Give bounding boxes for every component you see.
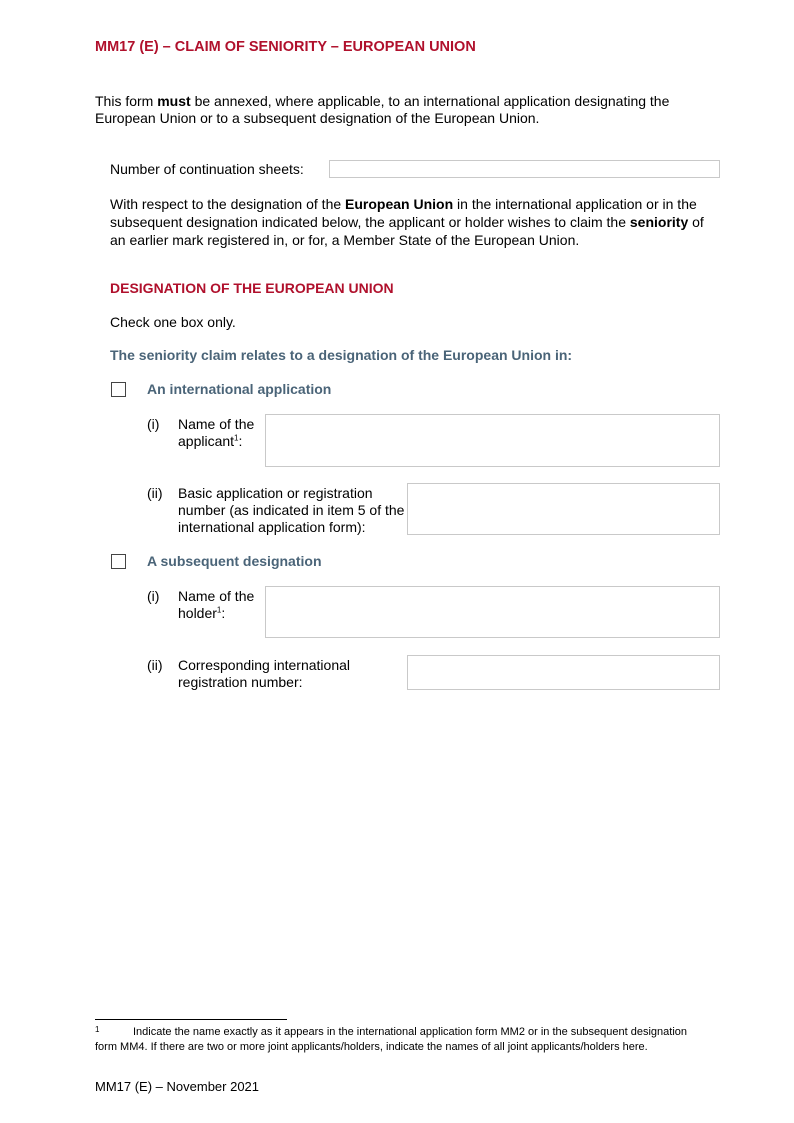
holder-name-label-text: Name of the holder bbox=[178, 588, 255, 621]
footnote-separator bbox=[95, 1019, 287, 1020]
international-application-checkbox[interactable] bbox=[111, 382, 126, 397]
statement-part: of an earlier mark registered in, or for, a Member State of the European Union. bbox=[110, 214, 704, 248]
label-colon: : bbox=[238, 433, 243, 449]
statement-emphasis: European Union bbox=[345, 196, 454, 212]
international-registration-number-label: Corresponding international registration number: bbox=[178, 657, 350, 690]
international-registration-number-field[interactable] bbox=[407, 655, 720, 690]
statement-part: With respect to the designation of the bbox=[110, 196, 346, 212]
statement-part: in the international application or in the subsequent designation indicated below, the applicant or holder wishes to claim the bbox=[110, 196, 697, 230]
footnote-number: 1 bbox=[95, 1025, 100, 1034]
basic-application-number-label: Basic application or registration number (as indicated in item 5 of the international application form): bbox=[178, 485, 405, 535]
statement-emphasis: seniority bbox=[629, 214, 689, 230]
footnote-ref: 1 bbox=[216, 605, 222, 615]
continuation-sheets-label: Number of continuation sheets: bbox=[110, 161, 304, 177]
subsequent-designation-label: A subsequent designation bbox=[147, 553, 322, 569]
section-heading: DESIGNATION OF THE EUROPEAN UNION bbox=[110, 280, 394, 296]
item-number: (ii) bbox=[147, 657, 163, 673]
item-number: (i) bbox=[147, 416, 160, 432]
intro-emphasis: must bbox=[157, 93, 191, 109]
basic-application-number-field[interactable] bbox=[407, 483, 720, 535]
seniority-relates-heading: The seniority claim relates to a designation of the European Union in: bbox=[110, 347, 573, 363]
subsequent-designation-checkbox[interactable] bbox=[111, 554, 126, 569]
intro-text bbox=[95, 93, 715, 127]
applicant-name-field[interactable] bbox=[265, 414, 720, 467]
item-number: (i) bbox=[147, 588, 160, 604]
page-title: MM17 (E) – CLAIM OF SENIORITY – EUROPEAN UNION bbox=[95, 39, 476, 55]
footnote-ref: 1 bbox=[234, 433, 239, 443]
holder-name-label bbox=[178, 588, 262, 622]
label-colon: : bbox=[221, 605, 226, 621]
item-number: (ii) bbox=[147, 485, 163, 501]
holder-name-field[interactable] bbox=[265, 586, 720, 638]
check-one-instruction: Check one box only. bbox=[110, 314, 236, 330]
international-application-label: An international application bbox=[147, 381, 332, 397]
intro-text-part: This form bbox=[95, 93, 158, 109]
page-footer: MM17 (E) – November 2021 bbox=[95, 1079, 260, 1094]
seniority-statement bbox=[110, 195, 720, 249]
footnote-text: Indicate the name exactly as it appears in the international application form MM2 or in the subsequent designation form MM4. If there are two or more joint applicants/holders, indicate the names of all joint applicants/holders here. bbox=[95, 1026, 687, 1053]
intro-text-part: be annexed, where applicable, to an international application designating the European Union or to a subsequent designation of the European Union. bbox=[95, 93, 670, 126]
footnote bbox=[95, 1025, 695, 1054]
continuation-sheets-field[interactable] bbox=[329, 160, 720, 178]
applicant-name-label bbox=[178, 416, 262, 450]
applicant-name-label-text: Name of the applicant bbox=[178, 416, 255, 449]
